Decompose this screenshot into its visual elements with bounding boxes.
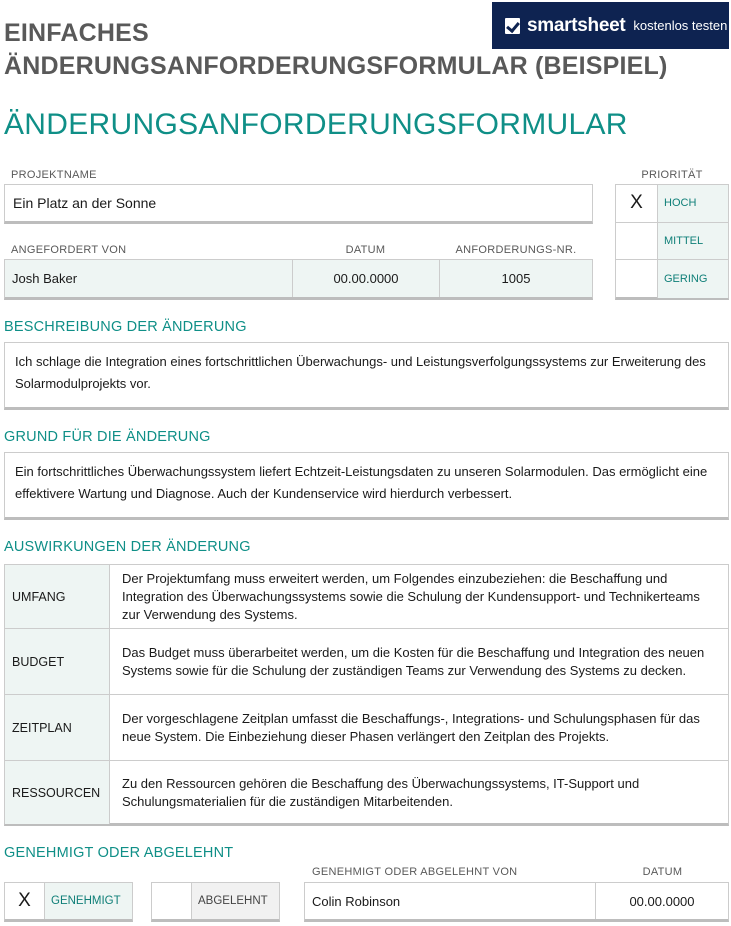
impacts-table <box>4 564 729 826</box>
request-number-value: 1005 <box>501 271 531 286</box>
priority-medium-label: MITTEL <box>658 223 728 260</box>
priority-low-label: GERING <box>658 260 728 298</box>
impact-scope-label: UMFANG <box>5 565 110 628</box>
approval-info-row <box>304 882 729 922</box>
description-text: Ich schlage die Integration eines fortschrittlichen Überwachungs- und Leistungsverfolgungssystems zur Erweiterung des Solarmodulprojekts vor. <box>15 354 706 391</box>
smartsheet-logo-button[interactable] <box>492 2 729 49</box>
approved-by-label: GENEHMIGT ODER ABGELEHNT VON <box>312 866 518 878</box>
impact-schedule-value[interactable]: Der vorgeschlagene Zeitplan umfasst die Beschaffungs-, Integrations- und Schulungsphasen für das neue System. Die Einbeziehung dieser Phasen verlängert den Zeitplan des Projekts. <box>122 710 700 744</box>
priority-label: PRIORITÄT <box>641 169 703 181</box>
logo-cta: kostenlos testen <box>633 18 728 33</box>
impact-budget-label: BUDGET <box>5 629 110 694</box>
impact-row-budget <box>5 629 728 695</box>
priority-medium-checkbox[interactable] <box>616 223 658 260</box>
impact-resources-label: RESSOURCEN <box>5 761 110 824</box>
approved-label: GENEHMIGT <box>45 883 132 919</box>
description-field[interactable] <box>4 342 729 410</box>
priority-option-low[interactable] <box>616 260 728 298</box>
request-date-label: DATUM <box>345 244 386 256</box>
project-name-value: Ein Platz an der Sonne <box>13 195 157 211</box>
request-date-value: 00.00.0000 <box>333 271 399 286</box>
priority-option-high[interactable] <box>616 185 728 223</box>
reason-heading: GRUND FÜR DIE ÄNDERUNG <box>4 429 211 445</box>
requested-by-value: Josh Baker <box>12 271 78 286</box>
reason-text: Ein fortschrittliches Überwachungssystem liefert Echtzeit-Leistungsdaten zu unseren Solarmodulen. Das ermöglicht eine effektivere Wartung und Diagnose. Auch der Kundenservice wird hierdurch verbessert. <box>15 464 708 501</box>
checkmark-icon <box>505 18 520 34</box>
priority-high-label: HOCH <box>658 185 728 222</box>
approved-option[interactable] <box>4 882 133 922</box>
impacts-heading: AUSWIRKUNGEN DER ÄNDERUNG <box>4 539 251 555</box>
request-info-row <box>4 259 593 300</box>
requested-by-label: ANGEFORDERT VON <box>11 244 127 256</box>
impact-row-scope <box>5 565 728 629</box>
impact-schedule-label: ZEITPLAN <box>5 695 110 760</box>
rejected-label: ABGELEHNT <box>192 883 279 919</box>
logo-brand: smartsheet <box>527 14 626 36</box>
form-title: ÄNDERUNGSANFORDERUNGSFORMULAR <box>4 108 628 141</box>
request-number-field[interactable] <box>440 260 592 297</box>
approval-date-label: DATUM <box>642 866 683 878</box>
impact-row-schedule <box>5 695 728 761</box>
description-heading: BESCHREIBUNG DER ÄNDERUNG <box>4 319 247 335</box>
rejected-checkbox[interactable] <box>152 883 192 919</box>
priority-low-checkbox[interactable] <box>616 260 658 298</box>
priority-option-medium[interactable] <box>616 223 728 261</box>
impact-scope-value[interactable]: Der Projektumfang muss erweitert werden, um Folgendes einzubeziehen: die Beschaffung und Integration des Überwachungssystems sowie die Schulung der Kundensupport- und Technikerteams zur Verwendung des Systems. <box>122 570 700 622</box>
approval-date-field[interactable] <box>596 883 728 919</box>
document-title-line1: EINFACHES <box>4 19 149 47</box>
project-name-field[interactable] <box>4 184 593 224</box>
approval-heading: GENEHMIGT ODER ABGELEHNT <box>4 845 234 861</box>
approved-checkbox[interactable]: X <box>5 883 45 919</box>
priority-selector <box>615 184 729 300</box>
reason-field[interactable] <box>4 452 729 520</box>
impact-resources-value[interactable]: Zu den Ressourcen gehören die Beschaffung des Überwachungssystems, IT-Support und Schulungsmaterialien für die zuständigen Mitarbeitenden. <box>122 775 640 809</box>
priority-high-checkbox[interactable]: X <box>616 185 658 222</box>
requested-by-field[interactable] <box>5 260 293 297</box>
request-date-field[interactable] <box>293 260 440 297</box>
request-number-label: ANFORDERUNGS-NR. <box>455 244 577 256</box>
approved-by-field[interactable] <box>305 883 596 919</box>
approval-date-value: 00.00.0000 <box>629 893 695 909</box>
rejected-option[interactable] <box>151 882 280 922</box>
impact-row-resources <box>5 761 728 824</box>
impact-budget-value[interactable]: Das Budget muss überarbeitet werden, um die Kosten für die Beschaffung und Integration des neuen Systems sowie für die Schulung der zuständigen Teams zur Verwendung des Systems zu decken. <box>122 644 705 678</box>
approved-by-value: Colin Robinson <box>312 893 401 909</box>
document-title-line2: ÄNDERUNGSANFORDERUNGSFORMULAR (BEISPIEL) <box>4 52 668 80</box>
project-name-label: PROJEKTNAME <box>11 169 97 181</box>
